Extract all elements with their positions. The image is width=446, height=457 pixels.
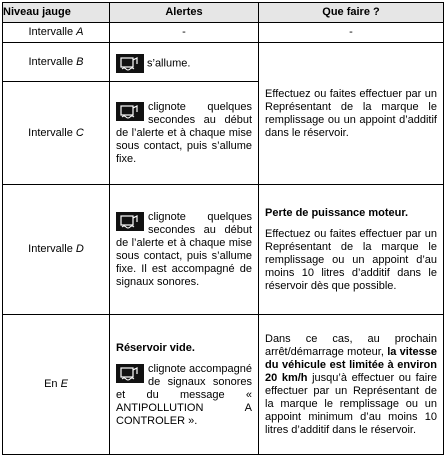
level-cell-d: Intervalle D xyxy=(3,185,110,315)
column-header-action: Que faire ? xyxy=(259,3,444,23)
action-cell-e xyxy=(259,315,444,455)
alert-cell-e xyxy=(110,315,259,455)
additive-warning-icon xyxy=(116,364,144,383)
alert-text-e: clignote accompagné de signaux sonores et du message « ANTIPOLLUTION A CONTROLER ». xyxy=(116,362,252,427)
table-header-row xyxy=(3,3,444,23)
action-text-e-before: Dans ce cas, au prochain arrêt/démarrage moteur, xyxy=(265,332,437,358)
action-text-e-bold: la vitesse du véhicule est limitée à environ 20 km/h xyxy=(265,345,437,384)
additive-warning-icon xyxy=(116,54,144,73)
alert-cell-b xyxy=(110,43,259,82)
level-letter: E xyxy=(60,378,68,390)
table-row-d xyxy=(3,185,444,315)
action-text-bc: Effectuez ou faites effectuer par un Représentant de la marque le remplissage ou un appoint d’additif dans le réservoir. xyxy=(265,87,437,139)
level-letter: D xyxy=(75,243,84,255)
alert-text-b: s’allume. xyxy=(147,56,191,69)
action-text-d: Effectuez ou faites effectuer par un Représentant de la marque le remplissage ou un appoint d’au moins 10 litres d’additif dans le réservoir dès que possible. xyxy=(265,227,437,292)
action-cell-bc xyxy=(259,43,444,185)
alert-cell-d xyxy=(110,185,259,315)
level-letter: B xyxy=(76,55,84,68)
alert-title-e: Réservoir vide. xyxy=(116,341,195,354)
table-row-e xyxy=(3,315,444,455)
alert-cell-a: - xyxy=(110,23,259,43)
action-title-d: Perte de puissance moteur. xyxy=(265,206,409,219)
action-cell-a: - xyxy=(259,23,444,43)
table-row-a xyxy=(3,23,444,43)
level-letter: A xyxy=(76,26,84,38)
level-cell-a: Intervalle A xyxy=(3,23,110,43)
column-header-level: Niveau jauge xyxy=(3,3,110,23)
level-cell-b: Intervalle B xyxy=(3,43,110,82)
action-cell-d xyxy=(259,185,444,315)
action-text-e-after: jusqu’à effectuer ou faire effectuer par un Représentant de la marque le remplissage ou un appoint minimum d’au moins 10 litres d’additif dans le réservoir. xyxy=(265,371,437,436)
column-header-alerts: Alertes xyxy=(110,3,259,23)
alert-text-d: clignote quelques secondes au début de l’alerte et à chaque mise sous contact, puis s’allume fixe. Il est accompagné de signaux sonores. xyxy=(116,210,252,288)
additive-warning-icon xyxy=(116,102,144,121)
alert-cell-c xyxy=(110,82,259,185)
additive-warning-icon xyxy=(116,212,144,231)
level-cell-c: Intervalle C xyxy=(3,82,110,185)
alert-text-c: clignote quelques secondes au début de l’alerte et à chaque mise sous contact, puis s’allume fixe. xyxy=(116,100,252,165)
table-row-b xyxy=(3,43,444,82)
level-letter: C xyxy=(75,126,84,139)
additive-level-table xyxy=(2,2,444,455)
level-cell-e: En E xyxy=(3,315,110,455)
